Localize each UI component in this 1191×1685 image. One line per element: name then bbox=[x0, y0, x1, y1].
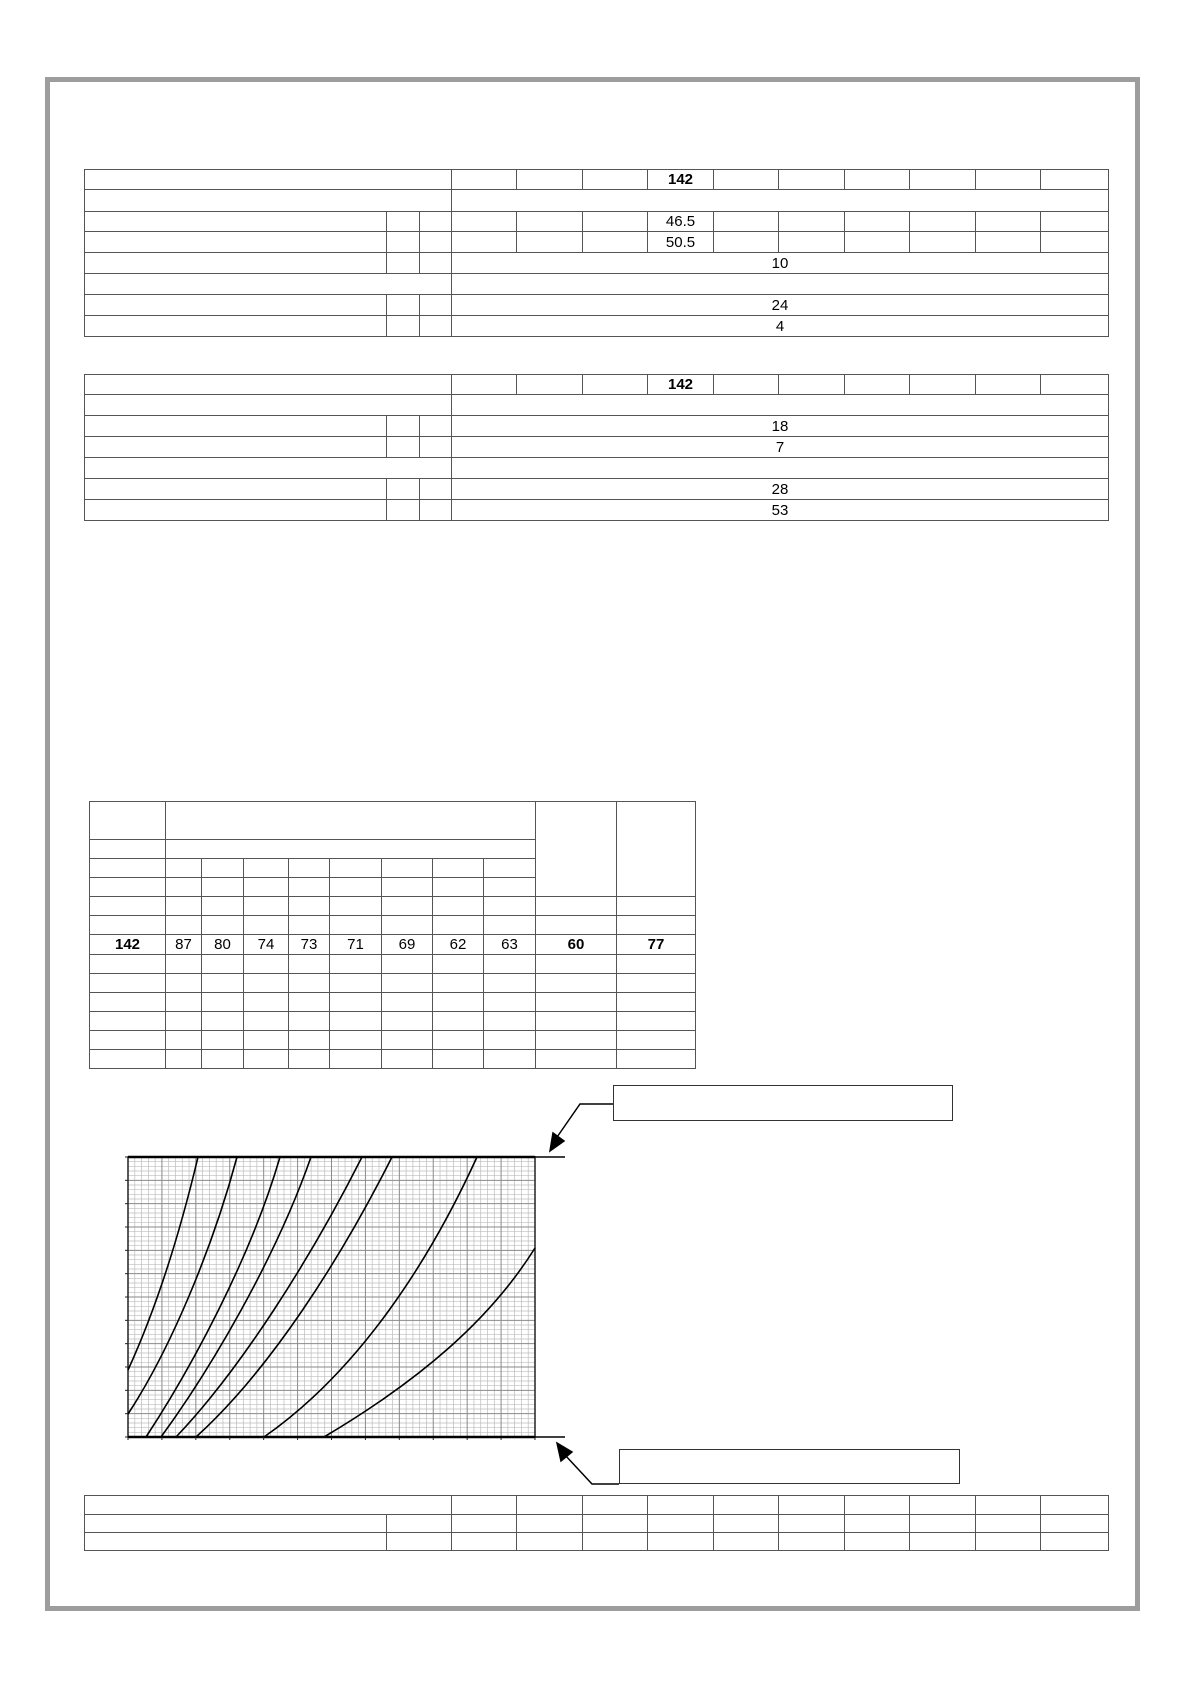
table-cell: 10 bbox=[452, 253, 1109, 274]
table-cell: 4 bbox=[452, 316, 1109, 337]
table-cell: 71 bbox=[330, 935, 382, 955]
table-cell: 60 bbox=[536, 935, 617, 955]
table-cell: 7 bbox=[452, 437, 1109, 458]
table-cell: 28 bbox=[452, 479, 1109, 500]
table-cell: 77 bbox=[617, 935, 696, 955]
table-cell: 73 bbox=[289, 935, 330, 955]
spec-table-4 bbox=[84, 1495, 1109, 1551]
table-row bbox=[85, 1515, 1109, 1533]
table-cell: 80 bbox=[202, 935, 244, 955]
table-cell: 53 bbox=[452, 500, 1109, 521]
table-cell: 62 bbox=[433, 935, 484, 955]
table-cell: 63 bbox=[484, 935, 536, 955]
table-cell: 69 bbox=[382, 935, 433, 955]
table-cell: 142 bbox=[90, 935, 166, 955]
table-row bbox=[85, 1496, 1109, 1515]
table-cell: 24 bbox=[452, 295, 1109, 316]
callout-leader-bottom bbox=[557, 1443, 619, 1484]
table-cell: 50.5 bbox=[648, 232, 714, 253]
model-value: 142 bbox=[648, 375, 714, 395]
table-cell: 46.5 bbox=[648, 212, 714, 232]
model-value: 142 bbox=[648, 170, 714, 190]
table-row bbox=[85, 1533, 1109, 1551]
table-cell: 87 bbox=[166, 935, 202, 955]
table-cell: 18 bbox=[452, 416, 1109, 437]
callout-leader-top bbox=[550, 1104, 613, 1151]
table-cell: 74 bbox=[244, 935, 289, 955]
graph-curve bbox=[128, 1157, 198, 1370]
graph-extension-lines bbox=[535, 1157, 565, 1437]
